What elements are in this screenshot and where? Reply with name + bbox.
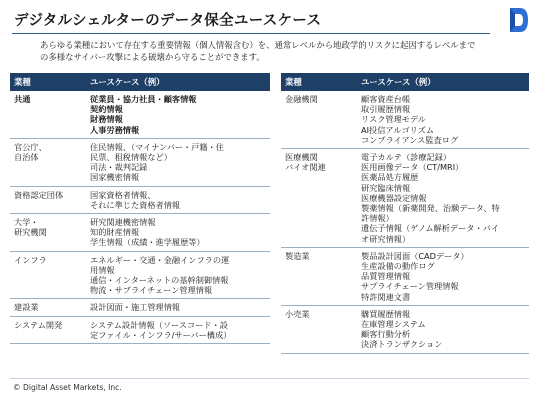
usecase-item: 顧客行動分析 [361, 329, 411, 340]
usecase-item: 定ファイル・インフラ/サーバー構成） [90, 329, 232, 340]
industry-label: 建設業 [14, 302, 39, 313]
company-logo-icon [506, 6, 530, 34]
industry-label: 医療機関 [285, 152, 318, 163]
industry-cell [10, 251, 86, 299]
lead-line: あらゆる業種において存在する重要情報（個人情報含む）を、通常レベルから地政学的リスクに起因するレベルまで [40, 40, 476, 50]
usecase-cell [86, 91, 270, 138]
usecase-item: 取引履歴情報 [361, 104, 411, 115]
usecase-item: システム設計情報（ソースコード・設 [90, 319, 228, 330]
industry-label: 自治体 [14, 152, 39, 163]
page-title: デジタルシェルターのデータ保全ユースケース [14, 13, 322, 29]
usecase-item: 研究関連機密情報 [90, 217, 156, 228]
industry-cell [281, 149, 357, 248]
usecase-item: 特許関連文書 [361, 291, 411, 302]
industry-cell [281, 305, 357, 353]
usecase-item: コンプライアンス監査ログ [361, 134, 459, 145]
usecase-cell [357, 91, 529, 149]
lead-line: の多様なサイバー攻撃による破壊から守ることができます。 [40, 51, 265, 62]
usecase-cell [86, 299, 270, 316]
table-row [10, 299, 270, 316]
usecase-table-left [10, 73, 270, 344]
footer-divider [10, 378, 529, 379]
usecase-item: 住民情報、（マイナンバー・戸籍・住 [90, 141, 224, 152]
usecase-item: 電子カルテ（診療記録） [361, 152, 452, 163]
industry-cell [10, 91, 86, 138]
industry-label: バイオ関連 [285, 162, 326, 173]
usecase-item: エネルギー・交通・金融インフラの運 [90, 254, 230, 265]
header-industry: 業種 [281, 73, 357, 91]
usecase-item: 医用画像データ（CT/MRI） [361, 162, 464, 173]
usecase-item: 人事労務情報 [90, 124, 140, 135]
usecase-item: 在庫管理システム [361, 319, 426, 330]
industry-cell [281, 247, 357, 305]
header-industry: 業種 [10, 73, 86, 91]
lead-paragraph [40, 40, 530, 63]
usecase-item: 国家機密情報 [90, 172, 140, 183]
table-row [281, 149, 529, 248]
usecase-item: 知的財産情報 [90, 227, 140, 238]
table-row [10, 214, 270, 252]
usecase-item: 物流・サプライチェーン管理情報 [90, 285, 213, 296]
usecase-item: オ研究情報） [361, 233, 411, 244]
header-usecase: ユースケース（例） [357, 73, 529, 91]
usecase-item: 研究臨床情報 [361, 182, 411, 193]
usecase-item: 用情報 [90, 264, 115, 275]
usecase-item: 財務情報 [90, 114, 123, 125]
industry-cell [10, 316, 86, 343]
industry-label: 金融機関 [285, 94, 318, 104]
usecase-cell [357, 305, 529, 353]
table-row [10, 91, 270, 138]
table-header-row [10, 73, 270, 91]
industry-label: 研究機関 [14, 227, 47, 238]
table-row [281, 91, 529, 149]
usecase-item: 生産設備の動作ログ [361, 261, 435, 272]
usecase-item: 品質管理情報 [361, 271, 411, 282]
industry-label: 資格認定団体 [14, 189, 64, 200]
table-row [10, 251, 270, 299]
usecase-item: 医薬品処方履歴 [361, 172, 419, 183]
usecase-cell [357, 247, 529, 305]
industry-label: 小売業 [285, 308, 310, 319]
usecase-item: 学生情報（成績・進学履歴等） [90, 237, 205, 248]
table-row [281, 247, 529, 305]
usecase-item: 契約情報 [90, 104, 123, 115]
industry-cell [10, 214, 86, 252]
usecase-item: 設計図面・施工管理情報 [90, 302, 181, 313]
industry-cell [281, 91, 357, 149]
usecase-item: 製薬情報（新薬開発、治験データ、特 [361, 203, 500, 214]
usecase-item: リスク管理モデル [361, 114, 426, 125]
usecase-item: 決済トランザクション [361, 339, 443, 350]
industry-cell [10, 138, 86, 186]
industry-cell [10, 299, 86, 316]
usecase-cell [357, 149, 529, 248]
usecase-item: 司法・裁判記録 [90, 162, 148, 173]
usecase-cell [86, 316, 270, 343]
industry-label: 官公庁、 [14, 141, 47, 152]
industry-label: インフラ [14, 254, 47, 265]
industry-label: システム開発 [14, 319, 63, 330]
usecase-item: AI投信アルゴリズム [361, 124, 435, 135]
table-row [281, 305, 529, 353]
table-row [10, 316, 270, 343]
industry-label: 大学・ [14, 217, 39, 228]
usecase-item: 通信・インターネットの基幹制御情報 [90, 275, 229, 286]
usecase-cell [86, 214, 270, 252]
header-usecase: ユースケース（例） [86, 73, 270, 91]
table-row [10, 138, 270, 186]
usecase-item: 遺伝子情報（ゲノム解析データ・バイ [361, 223, 500, 234]
usecase-item: 顧客資産台帳 [361, 94, 411, 104]
usecase-cell [86, 251, 270, 299]
usecase-item: 製品設計図面（CADデータ） [361, 250, 469, 261]
usecase-item: 国家資格者情報、 [90, 189, 156, 200]
usecase-item: サプライチェーン管理情報 [361, 281, 459, 292]
industry-label: 製造業 [285, 250, 310, 261]
table-header-row [281, 73, 529, 91]
title-divider [12, 33, 490, 34]
industry-label: 共通 [14, 94, 31, 104]
usecase-item: 民票、租税情報など） [90, 152, 172, 163]
usecase-cell [86, 138, 270, 186]
usecase-item: 医療機器設定情報 [361, 192, 427, 203]
usecase-item: それに準じた資格者情報 [90, 199, 181, 210]
usecase-item: 購買履歴情報 [361, 308, 411, 319]
table-row [10, 186, 270, 213]
industry-cell [10, 186, 86, 213]
usecase-item: 従業員・協力社員・顧客情報 [90, 94, 197, 104]
usecase-table-right [281, 73, 529, 354]
copyright-footer: © Digital Asset Markets, Inc. [13, 383, 122, 392]
usecase-item: 許情報） [361, 213, 394, 224]
usecase-cell [86, 186, 270, 213]
